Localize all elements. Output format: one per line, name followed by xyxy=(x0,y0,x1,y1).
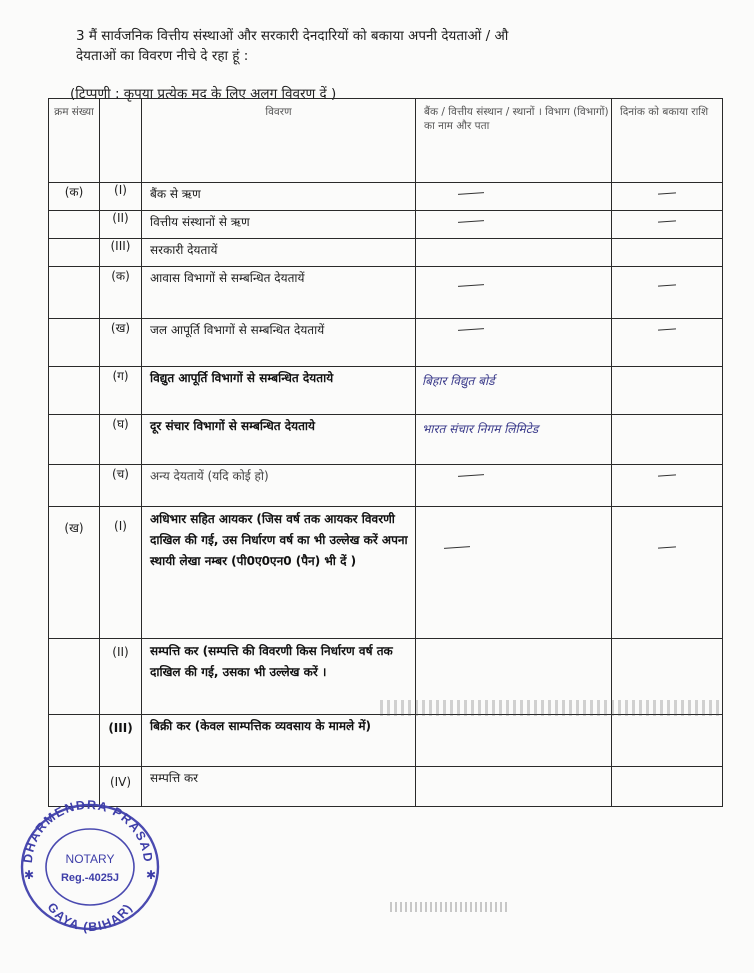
row-detail: वित्तीय संस्थानों से ऋण xyxy=(142,211,416,239)
row-subsection: (I) xyxy=(100,507,142,639)
dash-mark xyxy=(458,284,484,287)
row-subsection: (क) xyxy=(100,267,142,319)
scan-smudge xyxy=(390,902,510,912)
dash-mark xyxy=(458,474,484,477)
dash-mark xyxy=(658,284,676,286)
intro-text xyxy=(76,26,736,66)
row-detail: दूर संचार विभागों से सम्बन्धित देयताये xyxy=(142,415,416,465)
table-row xyxy=(49,507,723,639)
row-subsection: (च) xyxy=(100,465,142,507)
handwritten-entry: बिहार विद्युत बोर्ड xyxy=(422,374,495,388)
table-row xyxy=(49,267,723,319)
row-detail: सम्पत्ति कर (सम्पत्ति की विवरणी किस निर्धारण वर्ष तक दाखिल की गई, उसका भी उल्लेख करें । xyxy=(142,639,416,715)
row-subsection: (IV) xyxy=(100,767,142,807)
dash-mark xyxy=(458,328,484,331)
dash-mark xyxy=(458,192,484,195)
table-row xyxy=(49,465,723,507)
header-details: विवरण xyxy=(142,99,416,183)
table-row xyxy=(49,715,723,767)
star-icon: ✱ xyxy=(146,868,157,882)
row-section: (क) xyxy=(49,183,100,211)
notary-stamp-seal xyxy=(10,795,170,935)
header-amount: दिनांक को बकाया राशि xyxy=(612,99,723,183)
star-icon: ✱ xyxy=(24,868,35,882)
handwritten-entry: भारत संचार निगम लिमिटेड xyxy=(422,422,539,436)
stamp-title: NOTARY xyxy=(65,852,115,866)
dash-mark xyxy=(444,546,470,549)
row-subsection: (I) xyxy=(100,183,142,211)
dash-mark xyxy=(658,192,676,194)
row-subsection: (ख) xyxy=(100,319,142,367)
table-row xyxy=(49,319,723,367)
stamp-reg: Reg.-4025J xyxy=(60,872,120,884)
header-serial: क्रम संख्या xyxy=(49,99,100,183)
dash-mark xyxy=(658,220,676,222)
intro-line-2: देयताओं का विवरण नीचे दे रहा हूं : xyxy=(76,48,249,64)
intro-line-1: 3 मैं सार्वजनिक वित्तीय संस्थाओं और सरकारी देनदारियों को बकाया अपनी देयताओं / औ xyxy=(76,28,509,44)
row-detail: विद्युत आपूर्ति विभागों से सम्बन्धित देयताये xyxy=(142,367,416,415)
row-detail: जल आपूर्ति विभागों से सम्बन्धित देयतायें xyxy=(142,319,416,367)
row-detail: अन्य देयतायें (यदि कोई हो) xyxy=(142,465,416,507)
row-subsection: (ग) xyxy=(100,367,142,415)
dash-mark xyxy=(658,474,676,476)
header-bank: बैंक / वित्तीय संस्थान / स्थानों । विभाग (विभागों) का नाम और पता xyxy=(416,99,612,183)
row-subsection: (घ) xyxy=(100,415,142,465)
dash-mark xyxy=(658,328,676,330)
row-detail: बिक्री कर (केवल साम्पत्तिक व्यवसाय के मामले में) xyxy=(142,715,416,767)
row-detail: आवास विभागों से सम्बन्धित देयतायें xyxy=(142,267,416,319)
table-row xyxy=(49,239,723,267)
stamp-name: DHARMENDRA PRASAD xyxy=(20,797,156,864)
table-row xyxy=(49,415,723,465)
row-detail: अधिभार सहित आयकर (जिस वर्ष तक आयकर विवरणी दाखिल की गई, उस निर्धारण वर्ष का भी उल्लेख करें अपना स्थायी लेखा नम्बर (पी0ए0एन0 (पैन) भी दें ) xyxy=(142,507,416,639)
intro-note: (टिप्पणी : कृपया प्रत्येक मद के लिए अलग विवरण दें ) xyxy=(70,86,337,102)
table-row xyxy=(49,211,723,239)
table-header-row xyxy=(49,99,723,183)
row-detail: सम्पत्ति कर xyxy=(142,767,416,807)
table-row xyxy=(49,183,723,211)
row-section: (ख) xyxy=(49,507,100,639)
row-subsection: (III) xyxy=(100,239,142,267)
row-detail: बैंक से ऋण xyxy=(142,183,416,211)
stamp-place: GAYA (BIHAR) xyxy=(44,900,136,935)
dash-mark xyxy=(658,546,676,548)
dash-mark xyxy=(458,220,484,223)
row-detail: सरकारी देयतायें xyxy=(142,239,416,267)
row-subsection: (III) xyxy=(100,715,142,767)
row-subsection: (II) xyxy=(100,211,142,239)
scan-smudge xyxy=(380,700,720,716)
row-subsection: (II) xyxy=(100,639,142,715)
table-row xyxy=(49,367,723,415)
